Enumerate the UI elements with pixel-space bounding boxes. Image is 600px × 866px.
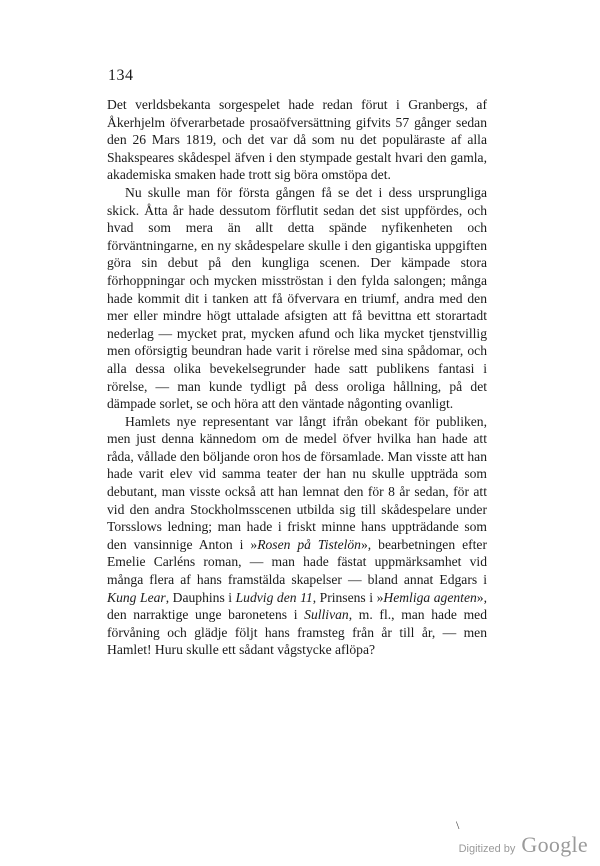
text-run: Det verldsbekanta sorgespelet hade redan förut i Granbergs, af Åkerhjelm öfverarbetade prosaöfversättning gifvits 57 gånger sedan den 26 Mars 1819, och det var då som nu det populäraste af alla Shakspeares skådespel äfven i den stympade gestalt hvari den gamla, akademiska smaken hade trott sig böra omstöpa det.	[107, 97, 487, 183]
stray-mark: \	[456, 818, 460, 832]
paragraph	[107, 413, 487, 659]
watermark-prefix: Digitized by	[458, 843, 516, 855]
italic-title: Hemliga agenten	[383, 589, 477, 605]
italic-title: Rosen på Tistelön	[257, 536, 361, 552]
text-run: Hamlets nye representant var långt ifrån obekant för publiken, men just denna kännedom om de medel öfver hvilka han hade att råda, vållade den böljande oron hos de församlade. Man visste att han hade varit elev vid samma teater der han nu skulle uppträda som debutant, man visste också att han lemnat den för 8 år sedan, för att vid den andra Stockholmsscenen utbilda sig till skådespelare under Torsslows ledning; man hade i friskt minne hans uppträdande som den vansinnige Anton i »	[107, 413, 487, 552]
paragraph	[107, 184, 487, 413]
italic-title: Kung Lear	[107, 589, 166, 605]
body-text	[107, 96, 487, 659]
text-run: », den narraktige unge baronetens i	[107, 589, 487, 623]
text-run: , m. fl., man hade med förvåning och glädje följt hans framsteg från år till år, — men Hamlet! Huru skulle ett sådant vågstycke aflöpa?	[107, 607, 487, 658]
text-run: , Dauphins i	[165, 589, 236, 605]
paragraph	[107, 96, 487, 184]
text-run: , Prinsens i »	[312, 589, 384, 605]
digitized-watermark	[459, 832, 588, 858]
italic-title: Ludvig den 11	[235, 589, 313, 605]
text-run: », bearbetningen efter Emelie Carléns roman, — man hade fästat uppmärksamhet vid många flera af hans framstälda skapelser — bland annat Edgars i	[107, 536, 487, 588]
google-logo: Google	[521, 832, 588, 857]
italic-title: Sullivan	[304, 607, 349, 623]
page-number: 134	[108, 67, 134, 84]
text-run: Nu skulle man för första gången få se det i dess ursprungliga skick. Åtta år hade dessutom förflutit sedan det sist uppfördes, och hvad som mera än allt detta spände nyfikenheten och förväntningarne, en ny skådespelare skulle i den gigantiska uppgiften göra sin debut på den kungliga scenen. Der kämpade stora förhoppningar och mycken misströstan i den fylda salongen; många hade kommit dit i tanken att få öfvervara en triumf, andra med den mer eller mindre högt uttalade afsigten att få bevittna ett storartadt nederlag — mycket prat, mycken afund och lika mycket tjenstvillig men oförsigtig beundran hade varit i rörelse med sina spådomar, och alla dessa olika bevekelsegrunder hade satt publikens fantasi i rörelse, — man kunde tydligt på dess oroliga hållning, på det dämpade sorlet, se och höra att den väntade någonting ovanligt.	[107, 184, 487, 412]
